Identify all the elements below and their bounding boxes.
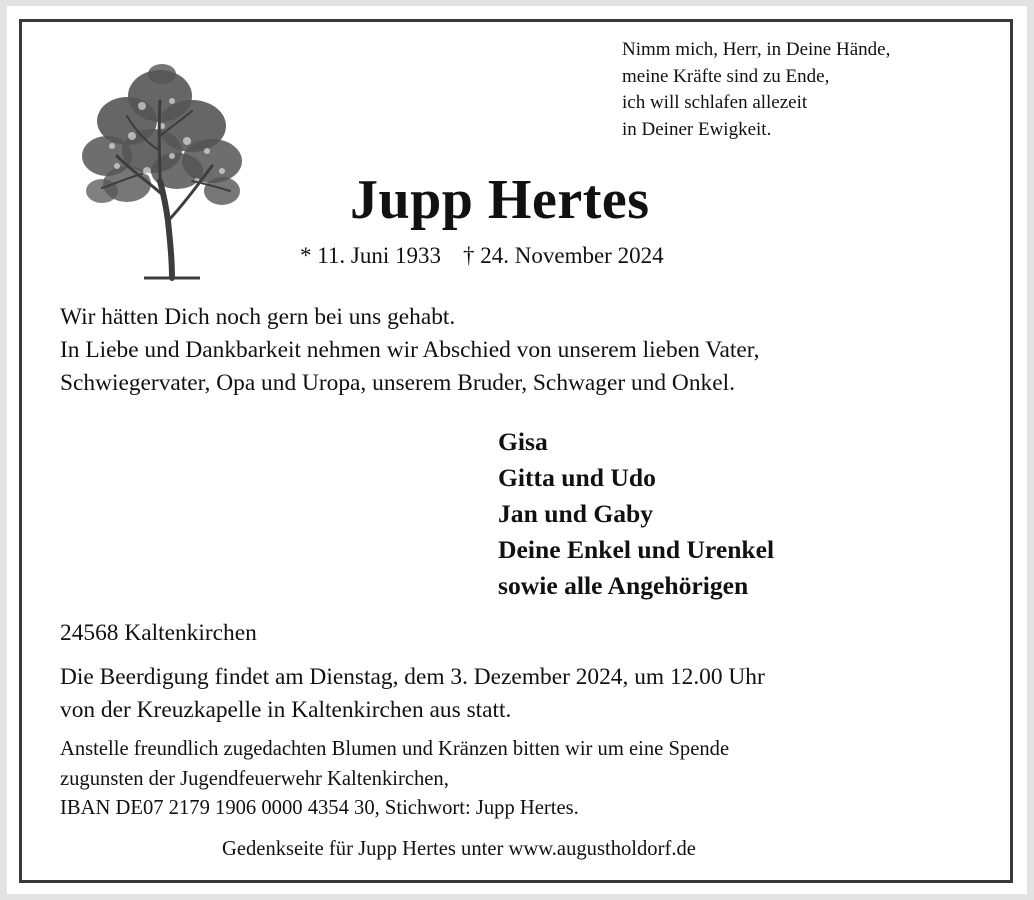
farewell-line: Wir hätten Dich noch gern bei uns gehabt.	[60, 304, 456, 330]
donation-line: Anstelle freundlich zugedachten Blumen und Kränzen bitten wir um eine Spende	[60, 738, 730, 760]
mourner-entry: Gitta und Udo	[498, 463, 656, 492]
deceased-name: Jupp Hertes	[350, 169, 650, 231]
verse-line: in Deiner Ewigkeit.	[622, 118, 772, 140]
funeral-line: von der Kreuzkapelle in Kaltenkirchen aus statt.	[60, 697, 512, 723]
mourner-entry: sowie alle Angehörigen	[498, 571, 749, 600]
farewell-text	[60, 301, 760, 400]
farewell-line: Schwiegervater, Opa und Uropa, unserem Bruder, Schwager und Onkel.	[60, 370, 735, 396]
mourner-entry: Gisa	[498, 427, 548, 456]
donation-info	[60, 735, 729, 824]
farewell-line: In Liebe und Dankbarkeit nehmen wir Abschied von unserem lieben Vater,	[60, 337, 760, 363]
verse-line: ich will schlafen allezeit	[622, 92, 808, 113]
memorial-page-note: Gedenkseite für Jupp Hertes unter www.augustholdorf.de	[222, 838, 696, 860]
verse-block	[622, 37, 890, 143]
donation-line: IBAN DE07 2179 1906 0000 4354 30, Stichwort: Jupp Hertes.	[60, 797, 579, 819]
donation-line: zugunsten der Jugendfeuerwehr Kaltenkirchen,	[60, 767, 449, 790]
tree-icon	[72, 56, 247, 281]
death-date: † 24. November 2024	[463, 243, 664, 268]
mourners-list	[498, 424, 774, 604]
verse-line: Nimm mich, Herr, in Deine Hände,	[622, 39, 891, 60]
life-dates	[300, 240, 664, 272]
mourner-entry: Jan und Gaby	[498, 499, 654, 528]
place-line: 24568 Kaltenkirchen	[60, 620, 257, 646]
verse-line: meine Kräfte sind zu Ende,	[622, 65, 830, 87]
funeral-info	[60, 661, 765, 727]
funeral-line: Die Beerdigung findet am Dienstag, dem 3. Dezember 2024, um 12.00 Uhr	[60, 664, 765, 690]
mourner-entry: Deine Enkel und Urenkel	[498, 535, 775, 564]
birth-date: * 11. Juni 1933	[300, 243, 441, 268]
